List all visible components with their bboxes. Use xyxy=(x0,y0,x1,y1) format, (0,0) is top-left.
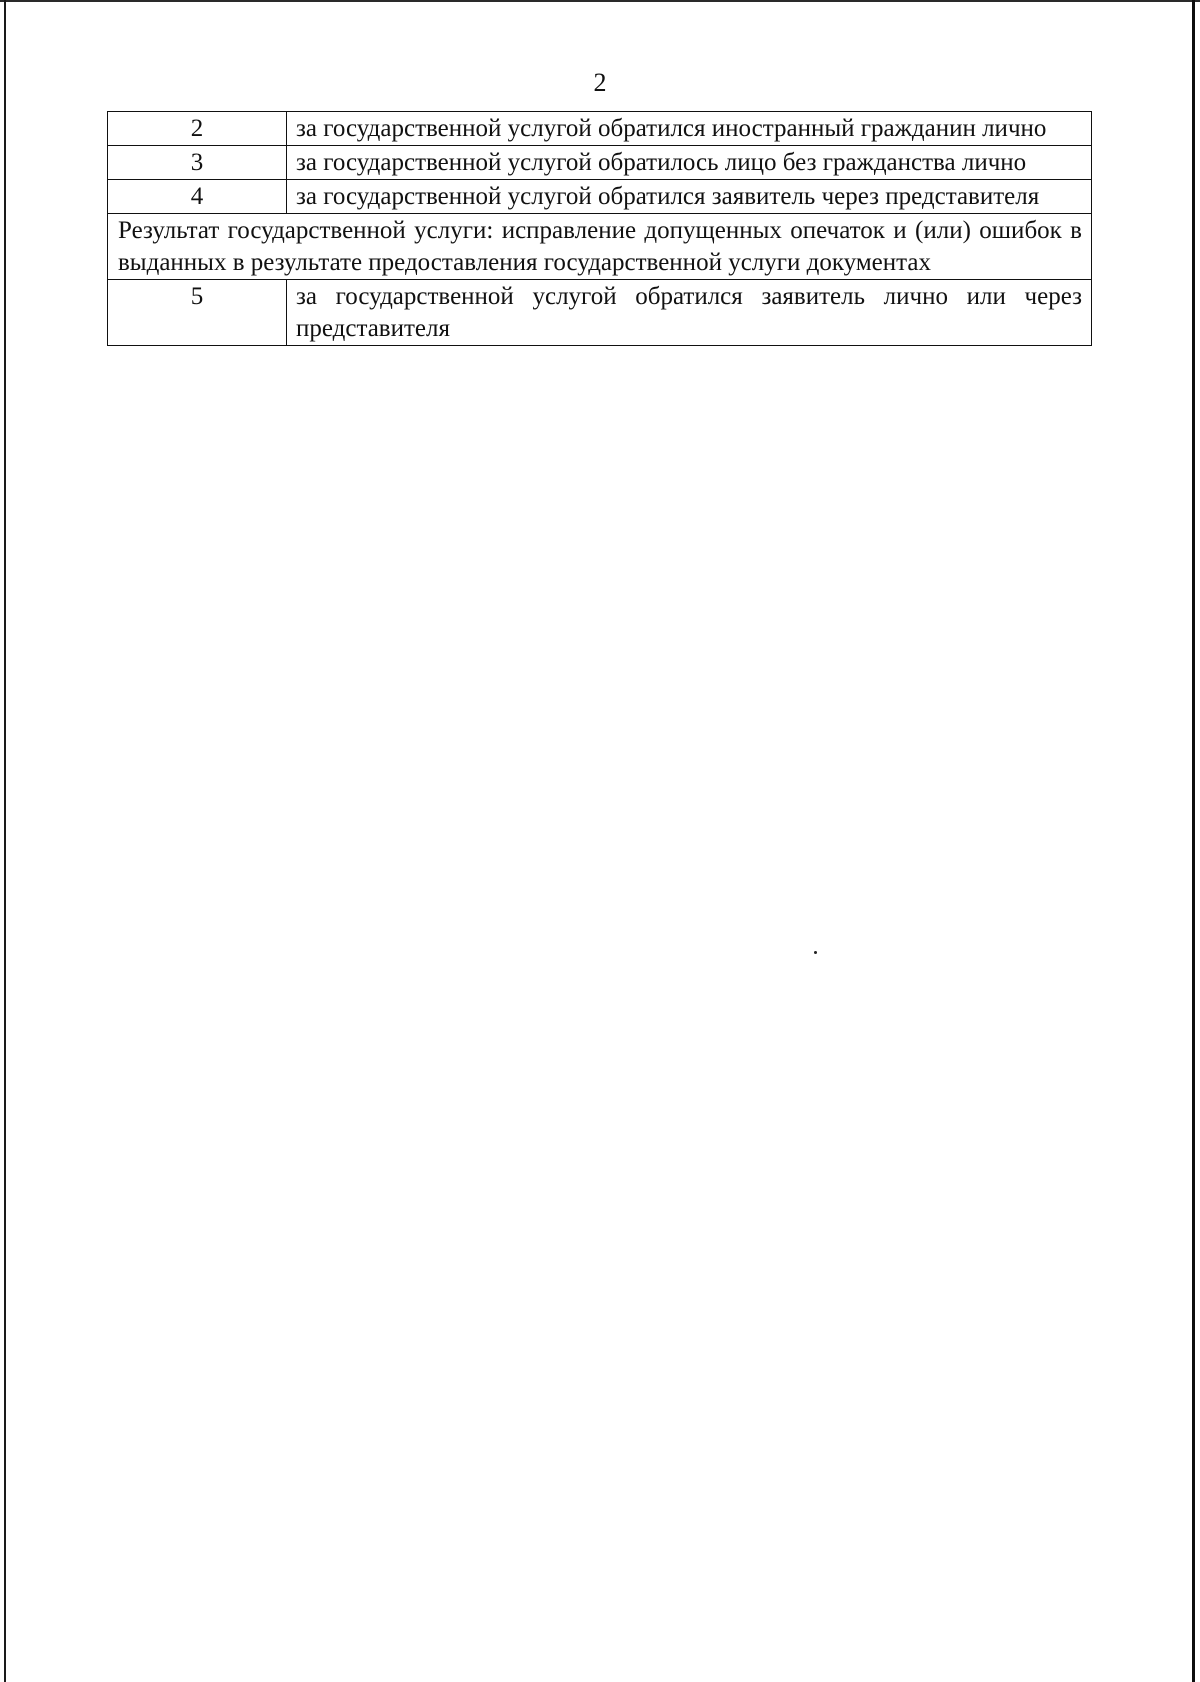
row-description: за государственной услугой обратился заявитель через представителя xyxy=(287,180,1092,214)
variants-table xyxy=(107,111,1092,346)
row-description: за государственной услугой обратился заявитель лично или через представителя xyxy=(287,280,1092,346)
row-number: 3 xyxy=(108,146,287,180)
table-row xyxy=(108,180,1092,214)
row-description: за государственной услугой обратилось лицо без гражданства лично xyxy=(287,146,1092,180)
page-number: 2 xyxy=(593,68,607,97)
row-number: 5 xyxy=(108,280,287,346)
scan-speck xyxy=(814,951,817,954)
scan-border-top xyxy=(0,0,1200,2)
section-header: Результат государственной услуги: исправление допущенных опечаток и (или) ошибок в выданных в результате предоставления государственной услуги документах xyxy=(108,214,1092,280)
table-row xyxy=(108,112,1092,146)
section-header-row xyxy=(108,214,1092,280)
scan-border-right xyxy=(1192,0,1195,1682)
row-description: за государственной услугой обратился иностранный гражданин лично xyxy=(287,112,1092,146)
row-number: 2 xyxy=(108,112,287,146)
row-number: 4 xyxy=(108,180,287,214)
table-row xyxy=(108,146,1092,180)
table-row xyxy=(108,280,1092,346)
scan-border-left xyxy=(4,0,6,1682)
